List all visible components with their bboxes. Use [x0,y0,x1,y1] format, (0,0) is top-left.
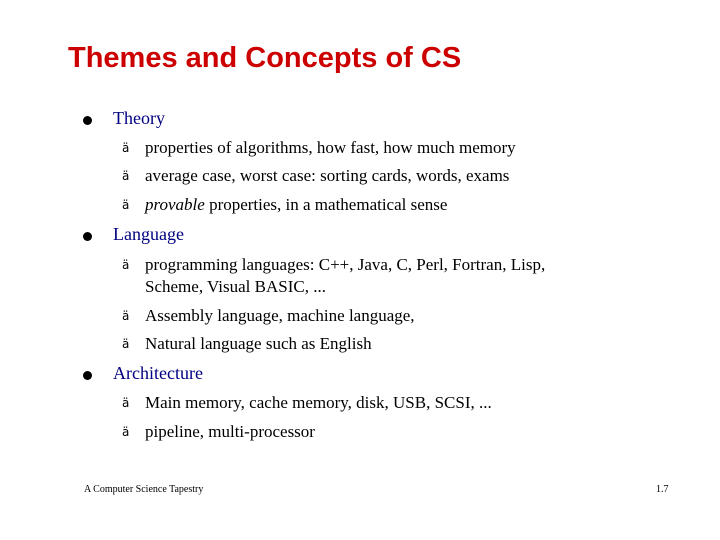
list-item-line: programming languages: C++, Java, C, Perl, Fortran, Lisp, [145,255,546,274]
sub-bullet-icon: ä [122,198,130,212]
sub-bullet-icon: ä [122,141,130,155]
section-heading-theory: Theory [113,108,165,128]
section-heading-language: Language [113,224,184,244]
list-item: pipeline, multi-processor [145,422,315,441]
sub-bullet-icon: ä [122,258,130,272]
list-item-line: Scheme, Visual BASIC, ... [145,277,326,296]
sub-bullet-icon: ä [122,169,130,183]
emphasis-text: provable [145,195,205,214]
sub-bullet-icon: ä [122,396,130,410]
footer-title: A Computer Science Tapestry [84,484,204,495]
sub-bullet-icon: ä [122,425,130,439]
list-item-text: properties, in a mathematical sense [204,195,448,214]
list-item [145,254,545,298]
page-number: 1.7 [656,484,669,495]
sub-bullet-icon: ä [122,337,130,351]
bullet-dot [83,232,92,241]
slide-title: Themes and Concepts of CS [68,42,462,74]
list-item: average case, worst case: sorting cards, words, exams [145,166,510,185]
bullet-dot [83,371,92,380]
bullet-dot [83,116,92,125]
sub-bullet-icon: ä [122,309,130,323]
list-item: Natural language such as English [145,334,372,353]
list-item: Main memory, cache memory, disk, USB, SCSI, ... [145,393,492,412]
section-heading-architecture: Architecture [113,363,203,383]
list-item: Assembly language, machine language, [145,306,415,325]
list-item: properties of algorithms, how fast, how much memory [145,138,516,157]
list-item [145,194,447,216]
